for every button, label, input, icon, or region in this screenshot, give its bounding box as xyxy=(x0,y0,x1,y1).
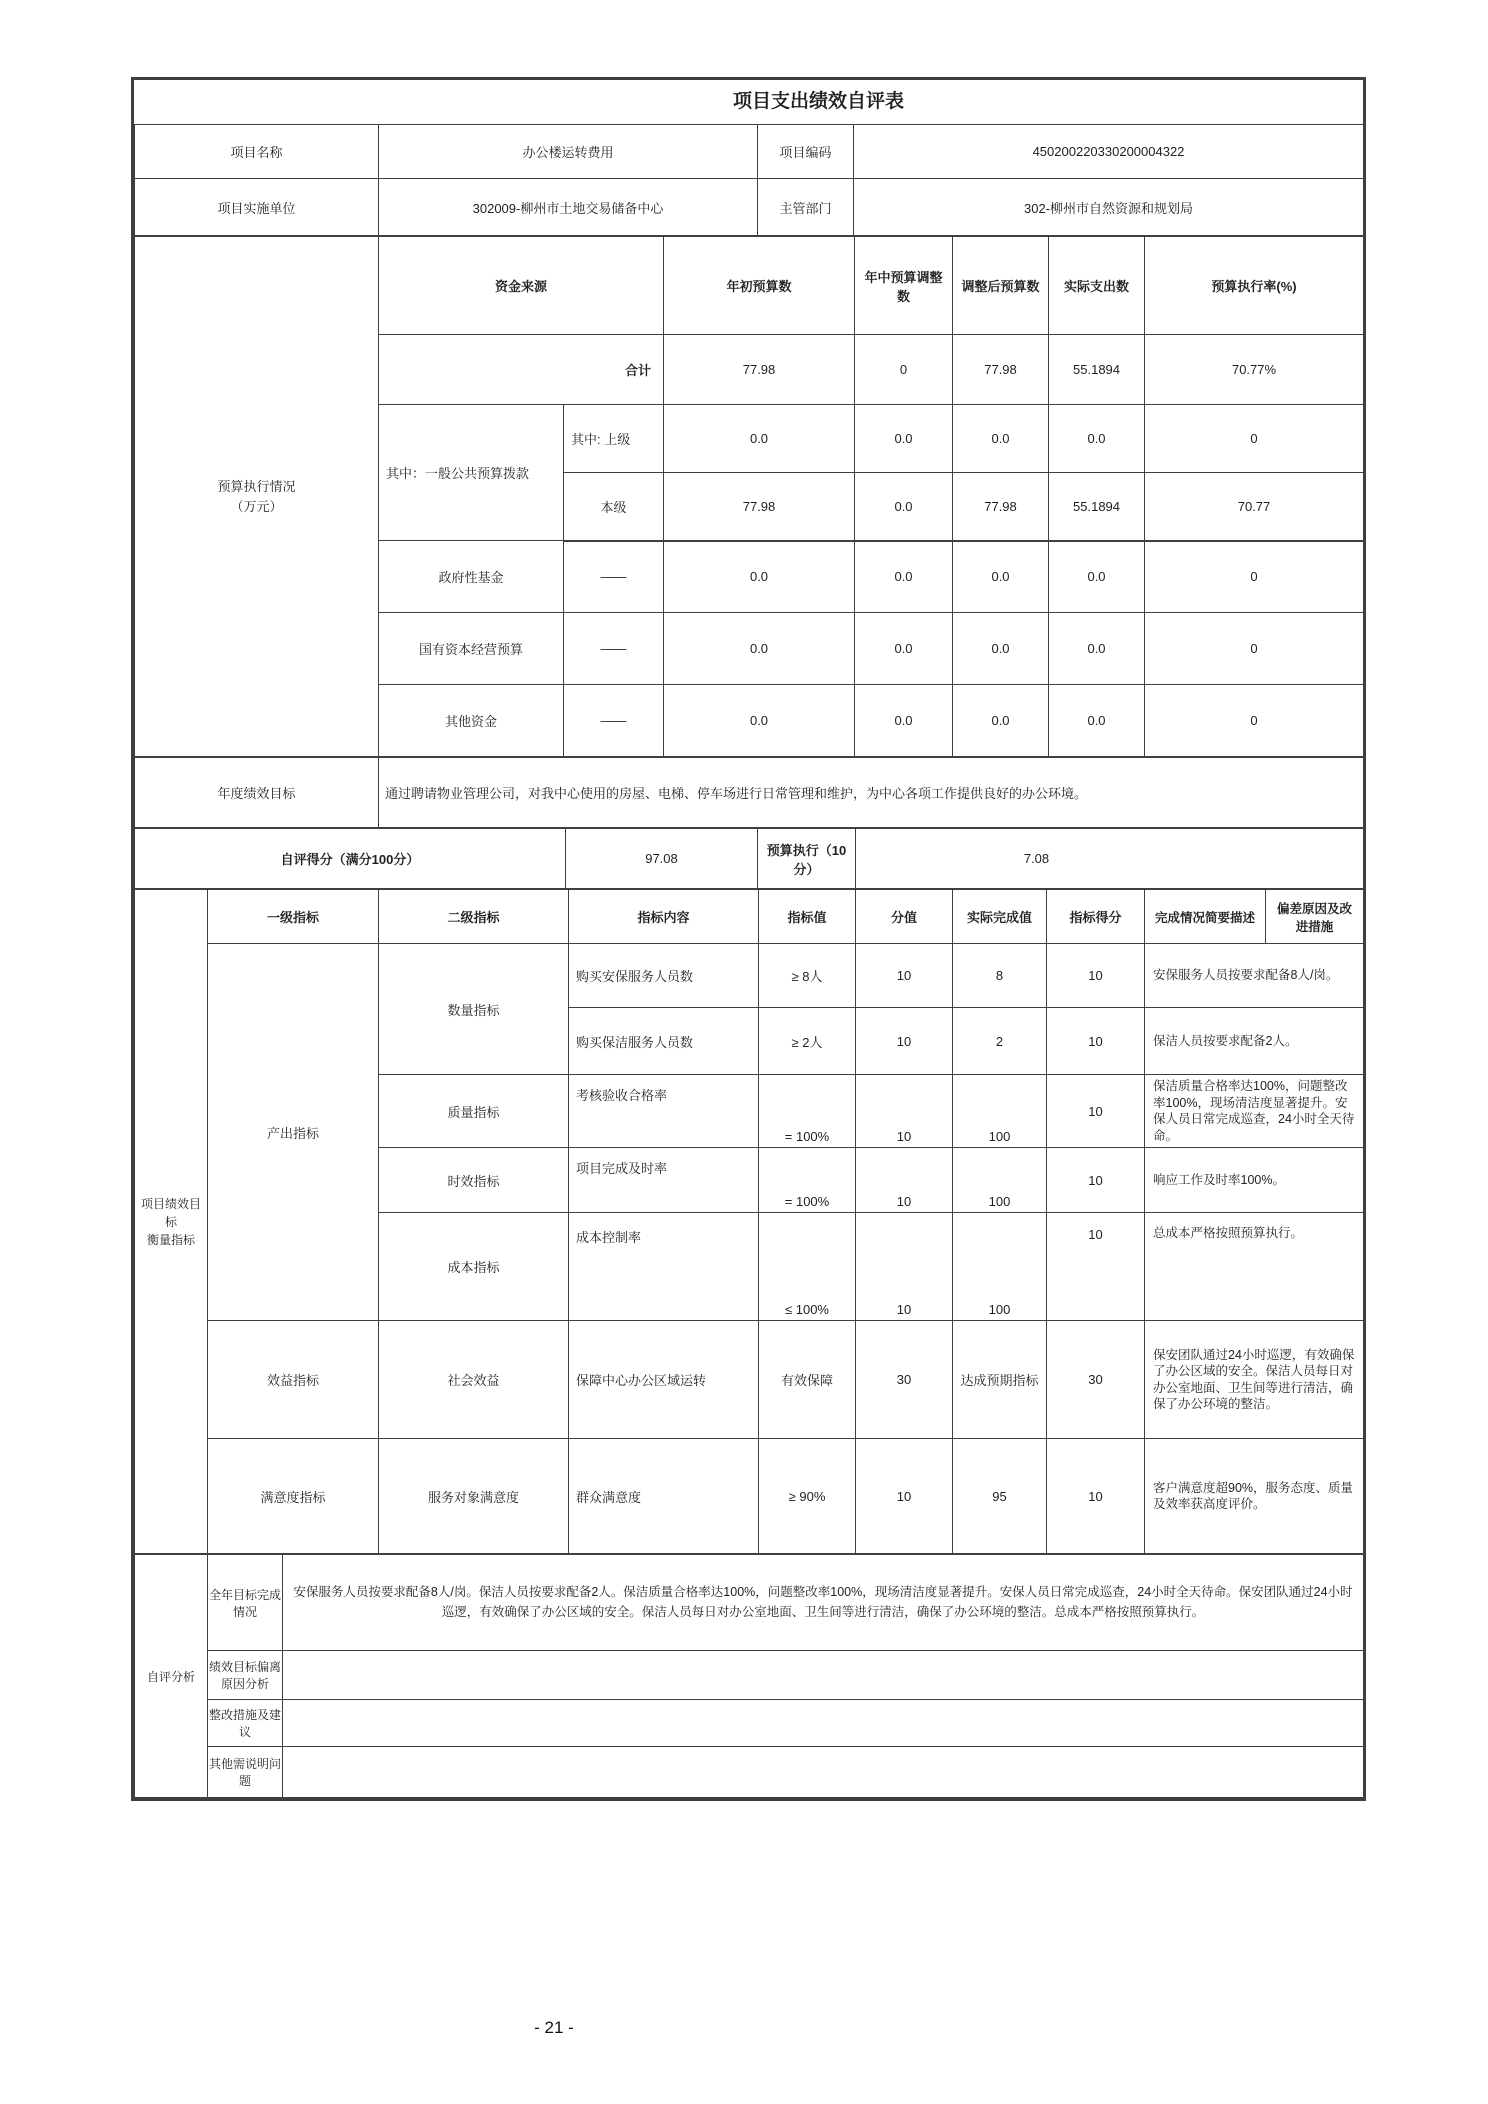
local-initial: 77.98 xyxy=(664,473,855,541)
level2-quantity: 数量指标 xyxy=(379,944,569,1075)
indicators-outer-label xyxy=(135,890,208,1554)
state-capital-initial: 0.0 xyxy=(664,613,855,685)
indicator-target: ≥ 8人 xyxy=(759,944,856,1008)
table-row xyxy=(135,829,1364,889)
upper-adjusted: 0.0 xyxy=(953,405,1049,473)
gov-fund-adjusted: 0.0 xyxy=(953,541,1049,613)
budget-section-label xyxy=(135,237,379,757)
analysis-row-other xyxy=(135,1747,1364,1798)
header-initial-budget: 年初预算数 xyxy=(664,237,855,335)
indicator-content: 购买保洁服务人员数 xyxy=(569,1008,759,1075)
annual-goal-text: 通过聘请物业管理公司，对我中心使用的房屋、电梯、停车场进行日常管理和维护，为中心各项工作提供良好的办公环境。 xyxy=(379,758,1364,828)
indicator-content: 考核验收合格率 xyxy=(569,1075,759,1148)
other-fund-actual: 0.0 xyxy=(1049,685,1145,757)
state-capital-rate: 0 xyxy=(1145,613,1364,685)
indicator-content: 成本控制率 xyxy=(569,1213,759,1321)
project-info-table xyxy=(134,124,1364,236)
other-fund-mid: 0.0 xyxy=(855,685,953,757)
indicator-target: ≥ 90% xyxy=(759,1439,856,1554)
annual-goal-label: 年度绩效目标 xyxy=(135,758,379,828)
analysis-row-text xyxy=(283,1700,1364,1747)
level1-benefit: 效益指标 xyxy=(208,1321,379,1439)
indicator-target: 有效保障 xyxy=(759,1321,856,1439)
analysis-row-label: 绩效目标偏离原因分析 xyxy=(208,1651,283,1700)
table-row xyxy=(135,179,1364,236)
project-name-label: 项目名称 xyxy=(135,125,379,179)
indicators-outer-label-line1: 项目绩效目标 xyxy=(140,1196,201,1229)
indicator-target: ≤ 100% xyxy=(759,1213,856,1321)
local-actual: 55.1894 xyxy=(1049,473,1145,541)
indicator-content: 群众满意度 xyxy=(569,1439,759,1554)
analysis-row-label: 全年目标完成情况 xyxy=(208,1555,283,1651)
other-fund-dash: —— xyxy=(564,685,664,757)
indicator-row-security xyxy=(135,944,1364,1008)
indicator-target: = 100% xyxy=(759,1075,856,1148)
indicator-score: 10 xyxy=(1047,1148,1145,1213)
indicator-desc: 保洁质量合格率达100%，问题整改率100%，现场清洁度显著提升。安保人员日常完成巡查，24小时全天待命。 xyxy=(1145,1075,1364,1148)
implement-unit-label: 项目实施单位 xyxy=(135,179,379,236)
state-capital-actual: 0.0 xyxy=(1049,613,1145,685)
indicator-desc: 保安团队通过24小时巡逻，有效确保了办公区域的安全。保洁人员每日对办公室地面、卫生间等进行清洁，确保了办公环境的整洁。 xyxy=(1145,1321,1364,1439)
indicator-actual: 8 xyxy=(953,944,1047,1008)
budget-exec-score-label: 预算执行（10分） xyxy=(758,829,856,889)
other-fund-initial: 0.0 xyxy=(664,685,855,757)
analysis-outer-label: 自评分析 xyxy=(135,1555,208,1798)
header-level2: 二级指标 xyxy=(379,890,569,944)
indicator-actual: 100 xyxy=(953,1075,1047,1148)
indicator-points: 10 xyxy=(856,1148,953,1213)
total-label: 合计 xyxy=(379,335,664,405)
analysis-row-deviation xyxy=(135,1651,1364,1700)
upper-label: 其中: 上级 xyxy=(564,405,664,473)
indicator-score: 30 xyxy=(1047,1321,1145,1439)
indicator-header-row xyxy=(135,890,1364,944)
indicator-row-benefit xyxy=(135,1321,1364,1439)
level2-social: 社会效益 xyxy=(379,1321,569,1439)
indicator-score: 10 xyxy=(1047,1075,1145,1148)
analysis-row-measures xyxy=(135,1700,1364,1747)
self-score-value: 97.08 xyxy=(566,829,758,889)
page-number: - 21 - xyxy=(534,2018,574,2037)
indicator-points: 10 xyxy=(856,1439,953,1554)
budget-section-label-line2: （万元） xyxy=(230,498,283,514)
self-score-table xyxy=(134,828,1364,889)
indicator-points: 10 xyxy=(856,1213,953,1321)
table-row xyxy=(135,758,1364,828)
gov-fund-mid: 0.0 xyxy=(855,541,953,613)
other-fund-adjusted: 0.0 xyxy=(953,685,1049,757)
general-budget-label: 其中：一般公共预算拨款 xyxy=(379,405,564,541)
indicator-actual: 95 xyxy=(953,1439,1047,1554)
header-target: 指标值 xyxy=(759,890,856,944)
total-adjusted: 77.98 xyxy=(953,335,1049,405)
local-mid: 0.0 xyxy=(855,473,953,541)
total-rate: 70.77% xyxy=(1145,335,1364,405)
indicator-points: 30 xyxy=(856,1321,953,1439)
indicator-actual: 100 xyxy=(953,1213,1047,1321)
gov-fund-label: 政府性基金 xyxy=(379,541,564,613)
indicator-actual: 100 xyxy=(953,1148,1047,1213)
upper-actual: 0.0 xyxy=(1049,405,1145,473)
upper-rate: 0 xyxy=(1145,405,1364,473)
table-row xyxy=(135,125,1364,179)
level2-quality: 质量指标 xyxy=(379,1075,569,1148)
gov-fund-rate: 0 xyxy=(1145,541,1364,613)
header-adjusted-budget: 调整后预算数 xyxy=(953,237,1049,335)
gov-fund-actual: 0.0 xyxy=(1049,541,1145,613)
header-exec-rate: 预算执行率(%) xyxy=(1145,237,1364,335)
indicator-target: ≥ 2人 xyxy=(759,1008,856,1075)
indicator-score: 10 xyxy=(1047,1213,1145,1321)
indicator-points: 10 xyxy=(856,1075,953,1148)
state-capital-mid: 0.0 xyxy=(855,613,953,685)
gov-fund-dash: —— xyxy=(564,541,664,613)
indicator-actual: 2 xyxy=(953,1008,1047,1075)
level2-service: 服务对象满意度 xyxy=(379,1439,569,1554)
dept-label: 主管部门 xyxy=(758,179,854,236)
indicator-content: 保障中心办公区域运转 xyxy=(569,1321,759,1439)
indicator-score: 10 xyxy=(1047,944,1145,1008)
project-code-label: 项目编码 xyxy=(758,125,854,179)
budget-exec-score-value: 7.08 xyxy=(856,829,1364,889)
analysis-table xyxy=(134,1554,1364,1798)
budget-section-label-line1: 预算执行情况 xyxy=(217,479,296,494)
analysis-row-text xyxy=(283,1651,1364,1700)
header-level1: 一级指标 xyxy=(208,890,379,944)
indicator-desc: 客户满意度超90%，服务态度、质量及效率获高度评价。 xyxy=(1145,1439,1364,1554)
indicator-score: 10 xyxy=(1047,1008,1145,1075)
indicator-content: 项目完成及时率 xyxy=(569,1148,759,1213)
header-mid-adjust: 年中预算调整数 xyxy=(855,237,953,335)
indicators-outer-label-line2: 衡量指标 xyxy=(146,1232,195,1247)
level2-cost: 成本指标 xyxy=(379,1213,569,1321)
header-actual-expense: 实际支出数 xyxy=(1049,237,1145,335)
total-initial: 77.98 xyxy=(664,335,855,405)
indicator-points: 10 xyxy=(856,944,953,1008)
indicator-desc: 总成本严格按照预算执行。 xyxy=(1145,1213,1364,1321)
indicators-table xyxy=(134,889,1364,1554)
indicator-target: = 100% xyxy=(759,1148,856,1213)
project-code-value: 450200220330200004322 xyxy=(854,125,1364,179)
header-fund-source: 资金来源 xyxy=(379,237,664,335)
table-row xyxy=(135,237,1364,335)
upper-initial: 0.0 xyxy=(664,405,855,473)
header-desc: 完成情况简要描述 xyxy=(1145,890,1266,944)
other-fund-rate: 0 xyxy=(1145,685,1364,757)
analysis-row-text xyxy=(283,1747,1364,1798)
indicator-desc: 响应工作及时率100%。 xyxy=(1145,1148,1364,1213)
header-points: 分值 xyxy=(856,890,953,944)
header-actual-value: 实际完成值 xyxy=(953,890,1047,944)
local-adjusted: 77.98 xyxy=(953,473,1049,541)
indicator-desc: 安保服务人员按要求配备8人/岗。 xyxy=(1145,944,1364,1008)
page-title: 项目支出绩效自评表 xyxy=(732,91,904,112)
annual-goal-table xyxy=(134,757,1364,828)
indicator-score: 10 xyxy=(1047,1439,1145,1554)
implement-unit-value: 302009-柳州市土地交易储备中心 xyxy=(379,179,758,236)
analysis-row-label: 其他需说明问题 xyxy=(208,1747,283,1798)
indicator-actual: 达成预期指标 xyxy=(953,1321,1047,1439)
state-capital-adjusted: 0.0 xyxy=(953,613,1049,685)
local-rate: 70.77 xyxy=(1145,473,1364,541)
header-score: 指标得分 xyxy=(1047,890,1145,944)
state-capital-label: 国有资本经营预算 xyxy=(379,613,564,685)
analysis-row-text: 安保服务人员按要求配备8人/岗。保洁人员按要求配备2人。保洁质量合格率达100%，问题整改率100%，现场清洁度显著提升。安保人员日常完成巡查，24小时全天待命。保安团队通过24小时巡逻，有效确保了办公区域的安全。保洁人员每日对办公室地面、卫生间等进行清洁，确保了办公环境的整洁。总成本严格按照预算执行。 xyxy=(283,1555,1364,1651)
other-fund-label: 其他资金 xyxy=(379,685,564,757)
budget-table xyxy=(134,236,1364,757)
total-actual: 55.1894 xyxy=(1049,335,1145,405)
self-score-label: 自评得分（满分100分） xyxy=(135,829,566,889)
total-mid: 0 xyxy=(855,335,953,405)
state-capital-dash: —— xyxy=(564,613,664,685)
analysis-row-label: 整改措施及建议 xyxy=(208,1700,283,1747)
gov-fund-initial: 0.0 xyxy=(664,541,855,613)
level2-timeliness: 时效指标 xyxy=(379,1148,569,1213)
indicator-row-satisfaction xyxy=(135,1439,1364,1554)
upper-mid: 0.0 xyxy=(855,405,953,473)
local-label: 本级 xyxy=(564,473,664,541)
dept-value: 302-柳州市自然资源和规划局 xyxy=(854,179,1364,236)
self-evaluation-table xyxy=(131,77,1366,1801)
indicator-points: 10 xyxy=(856,1008,953,1075)
header-deviation: 偏差原因及改进措施 xyxy=(1266,890,1364,944)
header-content: 指标内容 xyxy=(569,890,759,944)
analysis-row-completion xyxy=(135,1555,1364,1651)
level1-satisfaction: 满意度指标 xyxy=(208,1439,379,1554)
project-name-value: 办公楼运转费用 xyxy=(379,125,758,179)
level1-output: 产出指标 xyxy=(208,944,379,1321)
indicator-desc: 保洁人员按要求配备2人。 xyxy=(1145,1008,1364,1075)
indicator-content: 购买安保服务人员数 xyxy=(569,944,759,1008)
